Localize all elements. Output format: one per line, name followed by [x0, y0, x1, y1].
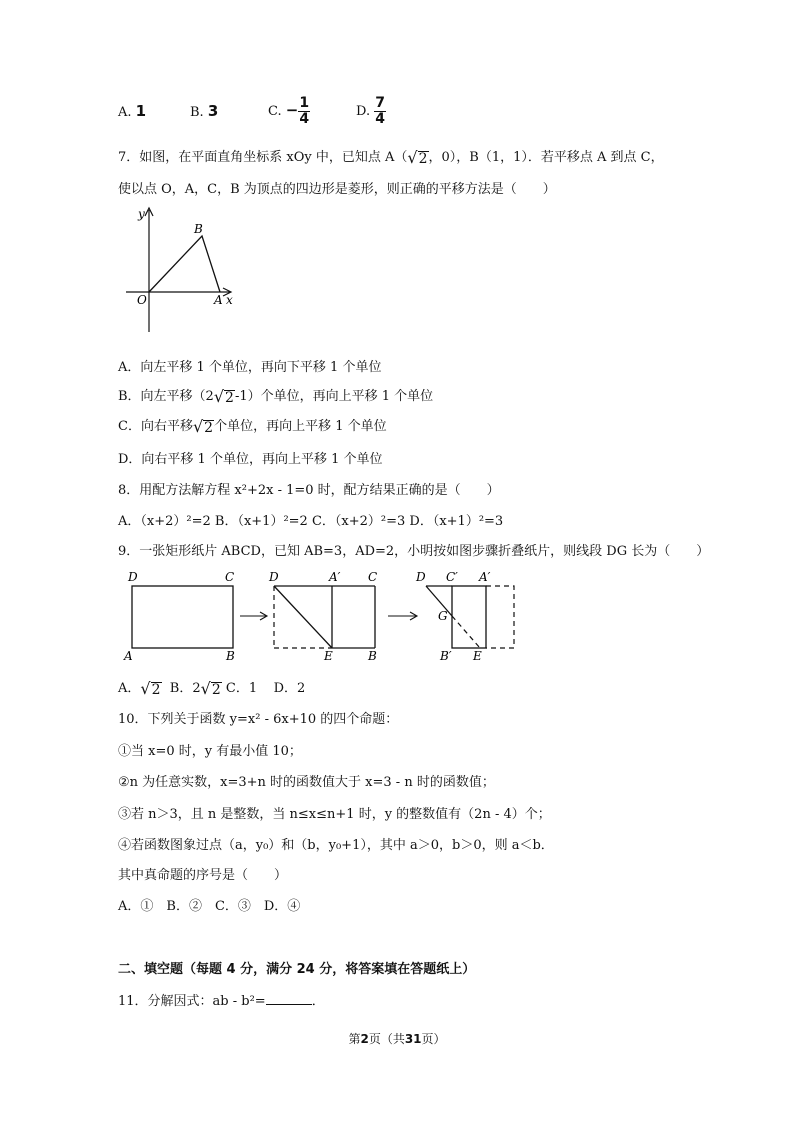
- q6-option-a: A. 1: [118, 102, 147, 120]
- q9-f1-label-a: A: [124, 649, 133, 663]
- section-2-heading: 二、填空题（每题 4 分，满分 24 分，将答案填在答题纸上）: [118, 962, 476, 977]
- q10-options: A．① B．② C．③ D．④: [118, 899, 301, 914]
- q10-proposition-3: ③若 n＞3，且 n 是整数，当 n≤x≤n+1 时，y 的整数值有（2n - 4）个；: [118, 807, 551, 822]
- q7-stem-line1: 7．如图，在平面直角坐标系 xOy 中，已知点 A（ √ 2 ，0），B（1，1）．若平移点 A 到点 C，: [118, 147, 664, 167]
- q10-proposition-4: ④若函数图象过点（a，y₀）和（b，y₀+1），其中 a＞0，b＞0，则 a＜b．: [118, 838, 554, 853]
- q9-f1-label-c: C: [225, 570, 235, 584]
- q9-f3-label-a1: A′: [479, 570, 491, 584]
- q8-stem: 8．用配方法解方程 x²+2x - 1=0 时，配方结果正确的是（ ）: [118, 483, 500, 498]
- q7-fig-label-a: A: [214, 293, 223, 307]
- q9-f2-label-e: E: [324, 649, 333, 663]
- q9-f3-label-e: E: [473, 649, 482, 663]
- q10-ask: 其中真命题的序号是（ ）: [118, 868, 288, 883]
- q10-proposition-2: ②n 为任意实数，x=3+n 时的函数值大于 x=3 - n 时的函数值；: [118, 775, 495, 790]
- q7-option-a: A．向左平移 1 个单位，再向下平移 1 个单位: [118, 360, 382, 375]
- q7-fig-label-y: y: [138, 207, 145, 221]
- q11-stem: 11．分解因式：ab - b²= ．: [118, 994, 325, 1009]
- q7-fig-label-o: O: [137, 293, 147, 307]
- q6-option-c: C. − $\frac{1}{4}$: [268, 95, 310, 127]
- q9-f3-label-c1: C′: [446, 570, 458, 584]
- q7-stem-line2: 使以点 O，A，C，B 为顶点的四边形是菱形，则正确的平移方法是（ ）: [118, 182, 556, 197]
- q6-option-b: B. 3: [190, 102, 219, 120]
- q9-stem: 9．一张矩形纸片 ABCD，已知 AB=3，AD=2，小明按如图步骤折叠纸片，则线段 DG 长为（ ）: [118, 544, 710, 559]
- q9-options: A． √ 2 B．2 √ 2 C．1 D．2: [118, 678, 306, 698]
- page-footer: 第2页（共31页）: [348, 1032, 446, 1046]
- q7-fig-label-b: B: [194, 222, 203, 236]
- q8-options: A．（x+2）²=2 B．（x+1）²=2 C．（x+2）²=3 D．（x+1）²=3: [118, 514, 504, 529]
- q9-f3-label-g: G: [438, 609, 448, 623]
- q9-f3-label-d: D: [416, 570, 426, 584]
- q9-f2-label-a1: A′: [329, 570, 341, 584]
- q9-figure: [118, 566, 528, 666]
- q9-f3-label-b1: B′: [440, 649, 452, 663]
- q11-answer-blank: [266, 992, 312, 1005]
- q9-f1-label-d: D: [128, 570, 138, 584]
- q9-f2-label-c: C: [368, 570, 378, 584]
- q10-stem: 10．下列关于函数 y=x² - 6x+10 的四个命题：: [118, 712, 399, 727]
- q7-figure: [118, 200, 248, 335]
- q7-option-c: C．向右平移 √ 2 个单位，再向上平移 1 个单位: [118, 416, 387, 436]
- q7-fig-label-x: x: [226, 293, 233, 307]
- q9-f2-label-b: B: [368, 649, 377, 663]
- q7-option-d: D．向右平移 1 个单位，再向上平移 1 个单位: [118, 452, 383, 467]
- q7-option-b: B．向左平移（2 √ 2 -1）个单位，再向上平移 1 个单位: [118, 386, 434, 406]
- q6-option-d: D. $\frac{7}{4}$: [356, 95, 385, 127]
- q9-f1-label-b: B: [226, 649, 235, 663]
- q10-proposition-1: ①当 x=0 时，y 有最小值 10；: [118, 744, 302, 759]
- q9-f2-label-d: D: [269, 570, 279, 584]
